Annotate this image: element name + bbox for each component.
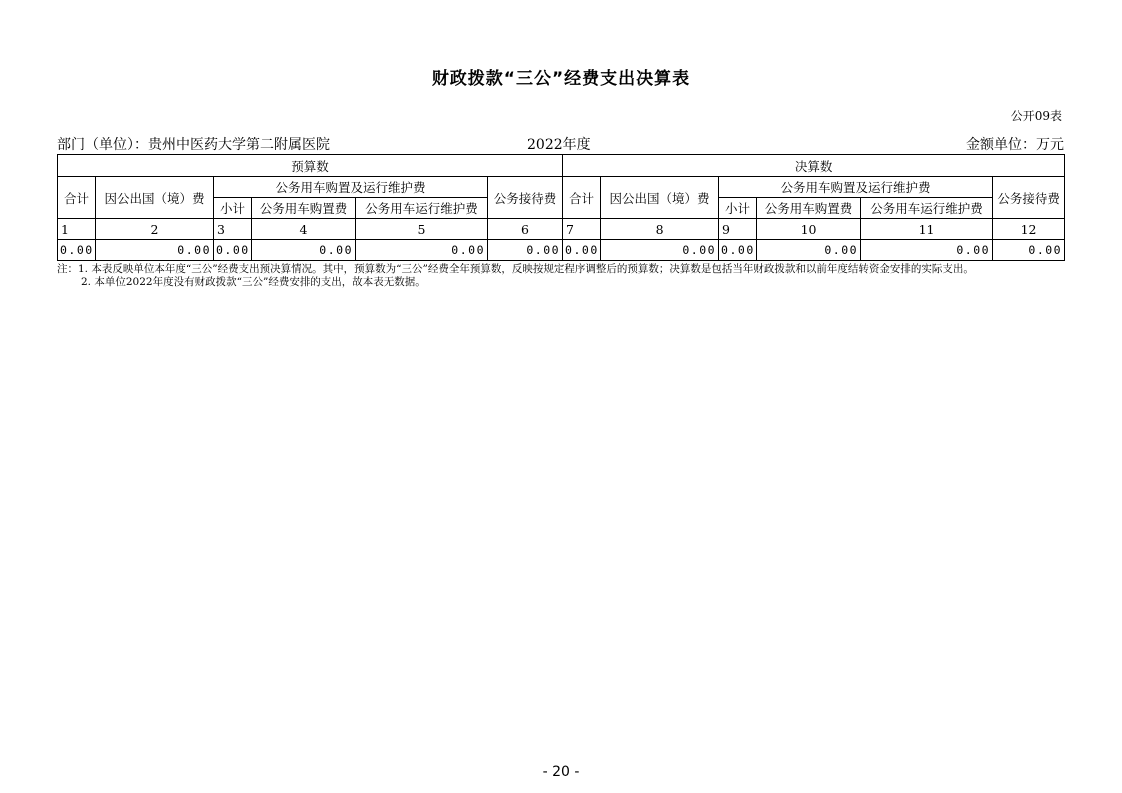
value-cell: 0.00 bbox=[488, 240, 563, 261]
header-operation-budget: 公务用车运行维护费 bbox=[356, 198, 488, 219]
header-purchase-budget: 公务用车购置费 bbox=[252, 198, 356, 219]
note-1: 注：1. 本表反映单位本年度“三公”经费支出预决算情况。其中，预算数为“三公”经费全年预算数，反映按规定程序调整后的预算数；决算数是包括当年财政拨款和以前年度结转资金安排的实际支出。 bbox=[57, 263, 974, 275]
index-cell: 7 bbox=[563, 219, 601, 240]
index-cell: 8 bbox=[601, 219, 719, 240]
value-cell: 0.00 bbox=[993, 240, 1065, 261]
note-2: 2. 本单位2022年度没有财政拨款“三公”经费安排的支出，故本表无数据。 bbox=[81, 276, 426, 288]
index-cell: 11 bbox=[861, 219, 993, 240]
fiscal-year: 2022年度 bbox=[527, 137, 591, 153]
value-cell: 0.00 bbox=[757, 240, 861, 261]
value-cell: 0.00 bbox=[214, 240, 252, 261]
value-cell: 0.00 bbox=[601, 240, 719, 261]
header-abroad-final: 因公出国（境）费 bbox=[601, 177, 719, 219]
index-cell: 2 bbox=[96, 219, 214, 240]
index-cell: 9 bbox=[719, 219, 757, 240]
header-subtotal-final: 小计 bbox=[719, 198, 757, 219]
table-meta bbox=[57, 134, 1064, 154]
value-cell: 0.00 bbox=[58, 240, 96, 261]
form-number: 公开09表 bbox=[1010, 109, 1062, 123]
header-vehicle-final: 公务用车购置及运行维护费 bbox=[719, 177, 993, 198]
index-cell: 5 bbox=[356, 219, 488, 240]
amount-unit: 金额单位：万元 bbox=[966, 137, 1064, 153]
value-cell: 0.00 bbox=[356, 240, 488, 261]
index-cell: 12 bbox=[993, 219, 1065, 240]
table-notes bbox=[57, 263, 1067, 289]
index-cell: 3 bbox=[214, 219, 252, 240]
three-public-expense-table bbox=[57, 154, 1065, 261]
header-subtotal-budget: 小计 bbox=[214, 198, 252, 219]
page-number: - 20 - bbox=[542, 764, 580, 780]
department-label: 部门（单位）：贵州中医药大学第二附属医院 bbox=[57, 137, 330, 153]
header-reception-final: 公务接待费 bbox=[993, 177, 1065, 219]
header-reception-budget: 公务接待费 bbox=[488, 177, 563, 219]
header-total-final: 合计 bbox=[563, 177, 601, 219]
header-abroad-budget: 因公出国（境）费 bbox=[96, 177, 214, 219]
value-cell: 0.00 bbox=[563, 240, 601, 261]
value-cell: 0.00 bbox=[719, 240, 757, 261]
index-cell: 4 bbox=[252, 219, 356, 240]
value-row bbox=[58, 240, 1065, 261]
value-cell: 0.00 bbox=[96, 240, 214, 261]
page-title: 财政拨款“三公”经费支出决算表 bbox=[431, 69, 691, 89]
header-purchase-final: 公务用车购置费 bbox=[757, 198, 861, 219]
final-group-header: 决算数 bbox=[563, 155, 1065, 177]
index-cell: 6 bbox=[488, 219, 563, 240]
header-operation-final: 公务用车运行维护费 bbox=[861, 198, 993, 219]
value-cell: 0.00 bbox=[252, 240, 356, 261]
value-cell: 0.00 bbox=[861, 240, 993, 261]
budget-group-header: 预算数 bbox=[58, 155, 563, 177]
header-vehicle-budget: 公务用车购置及运行维护费 bbox=[214, 177, 488, 198]
index-row bbox=[58, 219, 1065, 240]
index-cell: 10 bbox=[757, 219, 861, 240]
index-cell: 1 bbox=[58, 219, 96, 240]
header-total-budget: 合计 bbox=[58, 177, 96, 219]
